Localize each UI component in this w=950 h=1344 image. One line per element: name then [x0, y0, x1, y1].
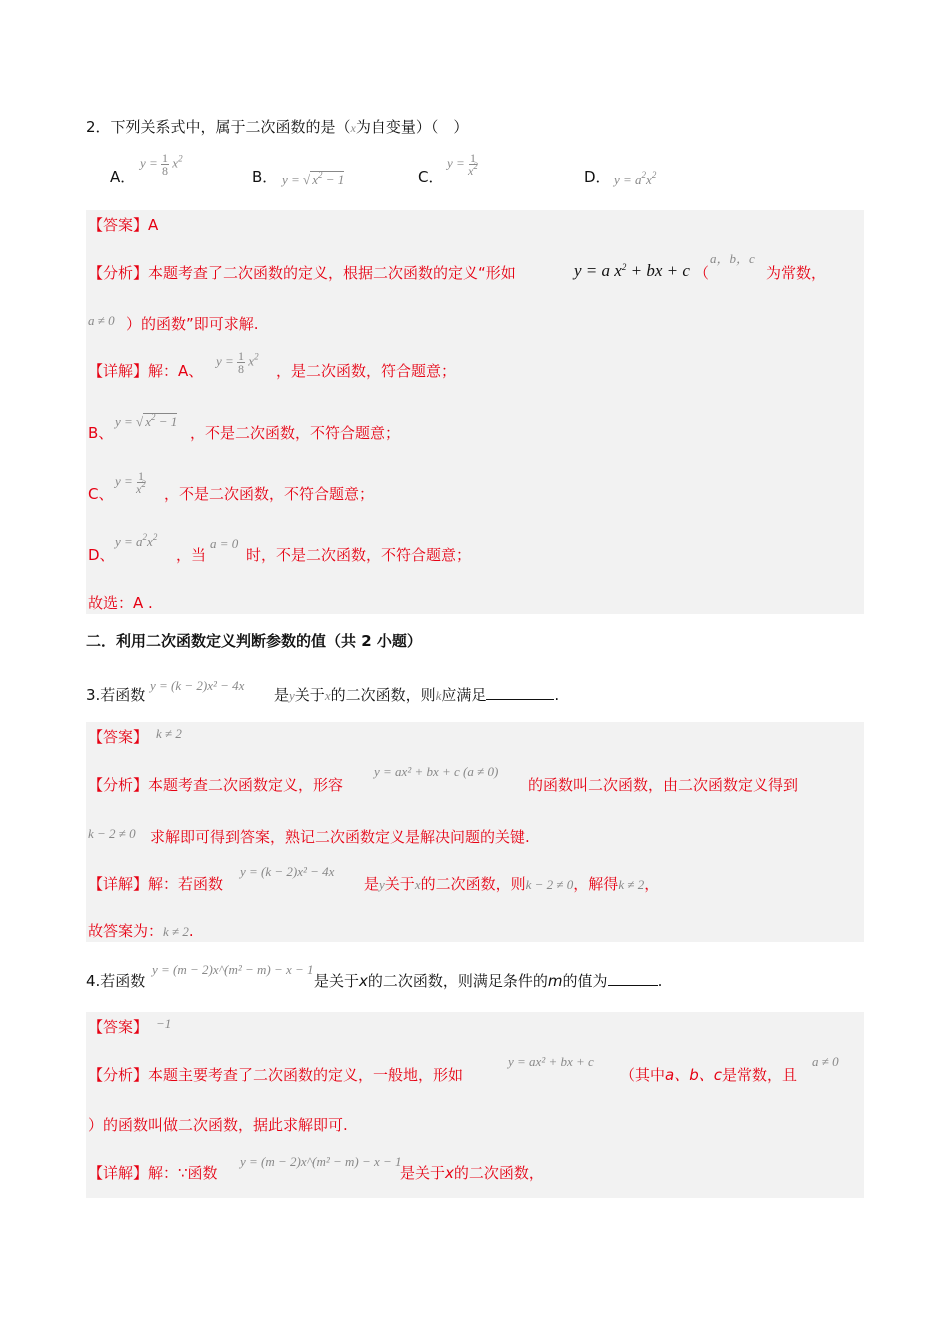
- q2-detail-d-formula: $y = a^2x^2$: [115, 532, 158, 549]
- q2-detail-c-suffix: ，不是二次函数，不符合题意；: [164, 485, 375, 503]
- q2-option-c-formula: y = $\frac{1}{x^2}$: [447, 151, 478, 178]
- section2-title: 二．利用二次函数定义判断参数的值（共 2 小题）: [86, 632, 422, 650]
- q3-analysis-text2: 的函数叫二次函数，由二次函数定义得到: [528, 776, 799, 794]
- q2-analysis: 【分析】本题考查了二次函数的定义，根据二次函数的定义“形如: [88, 264, 516, 282]
- q2-analysis-const: 为常数，: [766, 264, 827, 282]
- q2-detail-d-mid: ，当: [176, 546, 207, 564]
- q2-detail-a-suffix: ，是二次函数，符合题意；: [276, 362, 457, 380]
- q2-option-b: B．: [252, 168, 278, 186]
- q2-option-d-formula: $y = a^2x^2$: [614, 170, 657, 187]
- q2-detail-c: C、: [88, 485, 114, 503]
- q2-option-d: D．: [584, 168, 611, 186]
- q2-option-a-formula: y = $\frac{1}{8}$ $x^2$: [140, 151, 183, 178]
- q3-answer-value: k ≠ 2: [156, 726, 182, 741]
- q3-detail-formula: y = (k − 2)x² − 4x: [240, 864, 335, 879]
- q2-detail-c-formula: y = $\frac{1}{x^2}$: [115, 469, 146, 496]
- q3-detail: 【详解】解：若函数: [88, 875, 224, 893]
- q2-detail-a: 【详解】解：A、: [88, 362, 204, 380]
- q4-stem-formula: y = (m − 2)x^(m² − m) − x − 1: [152, 962, 314, 977]
- q4-analysis: 【分析】本题主要考查了二次函数的定义，一般地，形如: [88, 1066, 464, 1084]
- q2-analysis-cond: a ≠ 0: [88, 313, 115, 328]
- q4-stem-rest: 是关于x的二次函数，则满足条件的m的值为 .: [314, 972, 663, 990]
- q2-choose: 故选：A .: [88, 594, 153, 612]
- q2-detail-b-suffix: ，不是二次函数，不符合题意；: [190, 424, 401, 442]
- q3-analysis-cond: k − 2 ≠ 0: [88, 826, 136, 841]
- q3-answer-blank[interactable]: [486, 685, 554, 700]
- q2-analysis-end: ）的函数”即可求解.: [126, 315, 259, 333]
- q2-option-b-formula: y = √ $x^2 - 1$: [282, 170, 345, 187]
- q4-analysis-text2: （其中a、b、c是常数，且: [620, 1066, 797, 1084]
- q2-answer: 【答案】A: [88, 216, 159, 234]
- q2-option-c: C．: [418, 168, 444, 186]
- q3-final: 故答案为：k ≠ 2.: [88, 922, 194, 940]
- q2-detail-b: B、: [88, 424, 114, 442]
- q3-analysis: 【分析】本题考查二次函数定义，形容: [88, 776, 344, 794]
- q3-stem-formula: y = (k − 2)x² − 4x: [150, 678, 245, 693]
- q2-stem: 2．下列关系式中，属于二次函数的是（x为自变量）（ ）: [86, 118, 469, 136]
- q2-analysis-formula: y = a $x^2$ + bx + c: [574, 261, 690, 280]
- q3-analysis-formula: y = ax² + bx + c (a ≠ 0): [374, 764, 499, 779]
- q2-option-a: A．: [110, 168, 136, 186]
- q4-analysis-cond: a ≠ 0: [812, 1054, 839, 1069]
- q2-detail-d: D、: [88, 546, 115, 564]
- q3-stem-rest: 是y关于x的二次函数，则k应满足 .: [274, 686, 560, 704]
- q3-analysis-text3: 求解即可得到答案，熟记二次函数定义是解决问题的关键.: [150, 828, 530, 846]
- q3-detail-rest: 是y关于x的二次函数，则k − 2 ≠ 0，解得k ≠ 2，: [364, 875, 660, 893]
- q4-answer: 【答案】: [88, 1018, 149, 1036]
- q2-detail-d-suffix: 时，不是二次函数，不符合题意；: [246, 546, 472, 564]
- q2-detail-b-formula: y = √ $x^2 - 1$: [115, 412, 178, 429]
- q4-detail-rest: 是关于x的二次函数，: [400, 1164, 544, 1182]
- q3-stem: 3.若函数: [86, 686, 146, 704]
- q4-analysis-end: ）的函数叫做二次函数，据此求解即可.: [88, 1116, 348, 1134]
- q3-answer: 【答案】: [88, 728, 149, 746]
- q2-analysis-paren: （: [694, 264, 710, 282]
- q4-detail-formula: y = (m − 2)x^(m² − m) − x − 1: [240, 1154, 402, 1169]
- q2-detail-d-cond: a = 0: [210, 536, 239, 551]
- q4-analysis-formula: y = ax² + bx + c: [508, 1054, 594, 1069]
- q4-answer-blank[interactable]: [608, 971, 658, 986]
- q2-analysis-abc: a，b，c: [710, 251, 755, 266]
- q4-detail: 【详解】解：∵函数: [88, 1164, 218, 1182]
- q2-detail-a-formula: y = $\frac{1}{8}$ $x^2$: [216, 349, 259, 376]
- q4-answer-value: −1: [156, 1016, 172, 1031]
- q4-stem: 4.若函数: [86, 972, 146, 990]
